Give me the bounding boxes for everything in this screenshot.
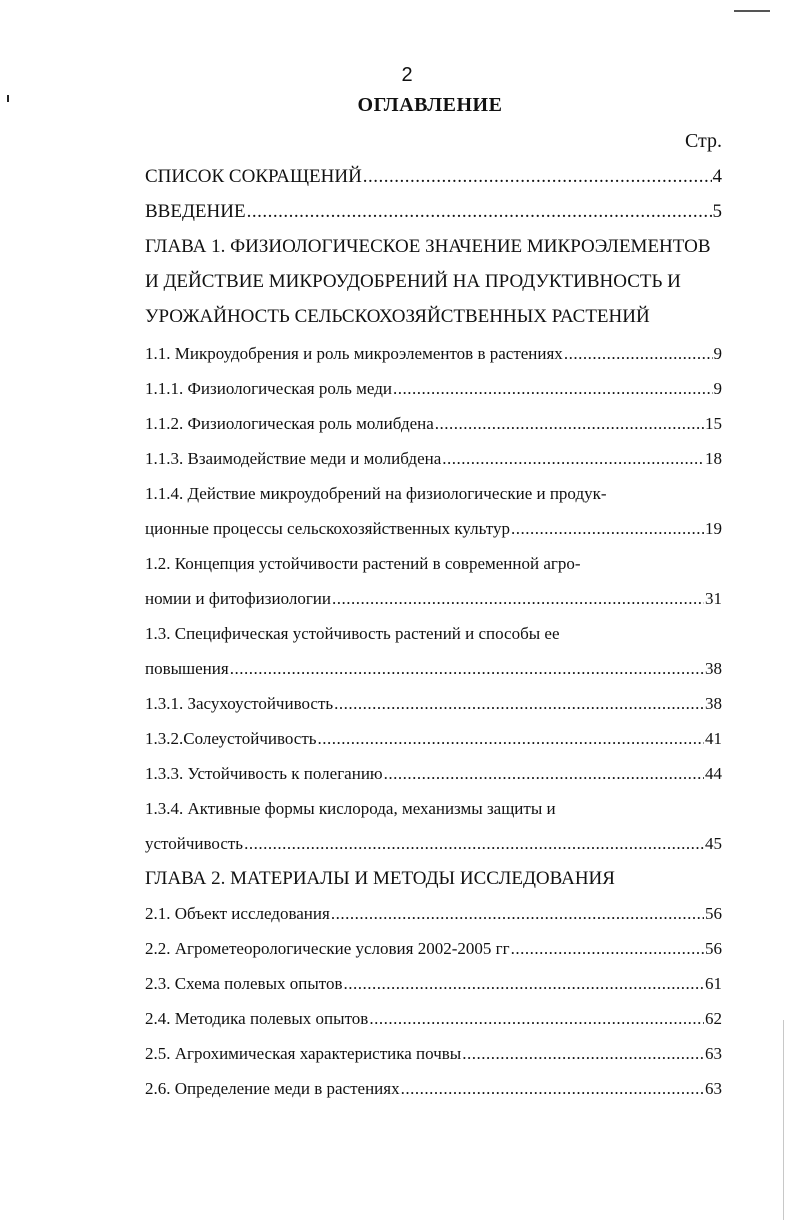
toc-entry-title: устойчивость bbox=[145, 834, 244, 853]
toc-entry-title: ГЛАВА 2. МАТЕРИАЛЫ И МЕТОДЫ ИССЛЕДОВАНИЯ bbox=[145, 868, 615, 889]
toc-dot-leader bbox=[511, 514, 704, 544]
toc-row bbox=[145, 689, 722, 719]
toc-entry-title: 2.5. Агрохимическая характеристика почвы bbox=[145, 1044, 462, 1063]
toc-entry-title: номии и фитофизиологии bbox=[145, 589, 331, 608]
toc-row bbox=[145, 479, 722, 509]
toc-entry-title: 2.6. Определение меди в растениях bbox=[145, 1079, 400, 1098]
toc-entry-page: 38 bbox=[705, 694, 722, 713]
toc-row bbox=[145, 1039, 722, 1069]
toc-entry-page: 44 bbox=[705, 764, 722, 783]
toc-dot-leader bbox=[564, 339, 713, 369]
toc-dot-leader bbox=[318, 724, 704, 754]
toc-entry-title: 1.2. Концепция устойчивости растений в современной агро- bbox=[145, 554, 581, 573]
toc-entry-title: 1.3.1. Засухоустойчивость bbox=[145, 694, 334, 713]
toc-entry-title: ционные процессы сельскохозяйственных культур bbox=[145, 519, 510, 538]
toc-dot-leader bbox=[332, 584, 704, 614]
toc-entry-title: 2.1. Объект исследования bbox=[145, 904, 330, 923]
toc-row bbox=[145, 374, 722, 404]
toc-row bbox=[145, 339, 722, 369]
toc-entry-page: 56 bbox=[705, 939, 722, 958]
toc-dot-leader bbox=[230, 654, 704, 684]
toc-dot-leader bbox=[247, 197, 712, 227]
toc-dot-leader bbox=[334, 689, 704, 719]
toc-row bbox=[145, 197, 722, 227]
toc-entry-page: 31 bbox=[705, 589, 722, 608]
toc-entry-page: 18 bbox=[705, 449, 722, 468]
toc-entry-page: 38 bbox=[705, 659, 722, 678]
toc-row bbox=[145, 267, 722, 297]
toc-entry-title: ВВЕДЕНИЕ bbox=[145, 201, 246, 222]
toc-entry-title: 2.4. Методика полевых опытов bbox=[145, 1009, 369, 1028]
page-number: 2 bbox=[401, 64, 413, 86]
toc-row bbox=[145, 162, 722, 192]
toc-entry-title: УРОЖАЙНОСТЬ СЕЛЬСКОХОЗЯЙСТВЕННЫХ РАСТЕНИЙ bbox=[145, 306, 650, 327]
toc-entry-title: 1.3.4. Активные формы кислорода, механизмы защиты и bbox=[145, 799, 556, 818]
toc-row bbox=[145, 969, 722, 999]
toc-entry-page: 56 bbox=[705, 904, 722, 923]
toc-row bbox=[145, 619, 722, 649]
toc-row bbox=[145, 514, 722, 544]
toc-row bbox=[145, 759, 722, 789]
toc-entry-page: 41 bbox=[705, 729, 722, 748]
toc-row bbox=[145, 302, 722, 332]
toc-entry-page: 15 bbox=[705, 414, 722, 433]
toc-entry-title: 2.2. Агрометеорологические условия 2002-2005 гг bbox=[145, 939, 510, 958]
toc-row bbox=[145, 794, 722, 824]
toc-row bbox=[145, 654, 722, 684]
toc-row bbox=[145, 829, 722, 859]
toc-entry-title: 1.3. Специфическая устойчивость растений и способы ее bbox=[145, 624, 560, 643]
toc-entry-page: 61 bbox=[705, 974, 722, 993]
toc-entry-title: И ДЕЙСТВИЕ МИКРОУДОБРЕНИЙ НА ПРОДУКТИВНОСТЬ И bbox=[145, 271, 681, 292]
toc-dot-leader bbox=[369, 1004, 704, 1034]
toc-entry-page: 19 bbox=[705, 519, 722, 538]
toc-row bbox=[145, 409, 722, 439]
toc-entry-title: 2.3. Схема полевых опытов bbox=[145, 974, 343, 993]
toc-row bbox=[145, 864, 722, 894]
toc-row bbox=[145, 934, 722, 964]
toc-dot-leader bbox=[393, 374, 713, 404]
toc-entry-title: 1.1.3. Взаимодействие меди и молибдена bbox=[145, 449, 442, 468]
toc-row bbox=[145, 724, 722, 754]
toc-entry-title: СПИСОК СОКРАЩЕНИЙ bbox=[145, 166, 362, 187]
toc-entry-page: 5 bbox=[712, 201, 722, 222]
toc-dot-leader bbox=[511, 934, 704, 964]
page-column-label: Стр. bbox=[684, 130, 722, 152]
toc-row bbox=[145, 1074, 722, 1104]
toc-entry-title: 1.1.2. Физиологическая роль молибдена bbox=[145, 414, 434, 433]
toc-entry-page: 9 bbox=[713, 379, 722, 398]
toc-row bbox=[145, 444, 722, 474]
toc-dot-leader bbox=[435, 409, 704, 439]
toc-dot-leader bbox=[344, 969, 704, 999]
toc-row bbox=[145, 1004, 722, 1034]
toc-entry-page: 62 bbox=[705, 1009, 722, 1028]
toc-row bbox=[145, 584, 722, 614]
toc-dot-leader bbox=[401, 1074, 704, 1104]
toc-dot-leader bbox=[244, 829, 704, 859]
page-title: ОГЛАВЛЕНИЕ bbox=[357, 94, 503, 116]
toc-row bbox=[145, 899, 722, 929]
toc-dot-leader bbox=[331, 899, 704, 929]
toc-entry-title: 1.1.1. Физиологическая роль меди bbox=[145, 379, 392, 398]
toc-dot-leader bbox=[442, 444, 704, 474]
toc-entry-title: 1.1.4. Действие микроудобрений на физиологические и продук- bbox=[145, 484, 607, 503]
toc-entry-title: повышения bbox=[145, 659, 229, 678]
toc-entry-title: 1.3.2.Солеустойчивость bbox=[145, 729, 317, 748]
toc-entry-page: 63 bbox=[705, 1079, 722, 1098]
toc-dot-leader bbox=[363, 162, 712, 192]
toc-dot-leader bbox=[384, 759, 704, 789]
toc-row bbox=[145, 232, 722, 262]
toc-entry-page: 45 bbox=[705, 834, 722, 853]
toc-entry-page: 4 bbox=[712, 166, 722, 187]
toc-entry-page: 63 bbox=[705, 1044, 722, 1063]
toc-entry-page: 9 bbox=[713, 344, 722, 363]
toc-dot-leader bbox=[462, 1039, 704, 1069]
toc-entry-title: 1.3.3. Устойчивость к полеганию bbox=[145, 764, 383, 783]
toc-entry-title: 1.1. Микроудобрения и роль микроэлементов в растениях bbox=[145, 344, 563, 363]
toc-row bbox=[145, 549, 722, 579]
toc-entry-title: ГЛАВА 1. ФИЗИОЛОГИЧЕСКОЕ ЗНАЧЕНИЕ МИКРОЭЛЕМЕНТОВ bbox=[145, 236, 711, 257]
